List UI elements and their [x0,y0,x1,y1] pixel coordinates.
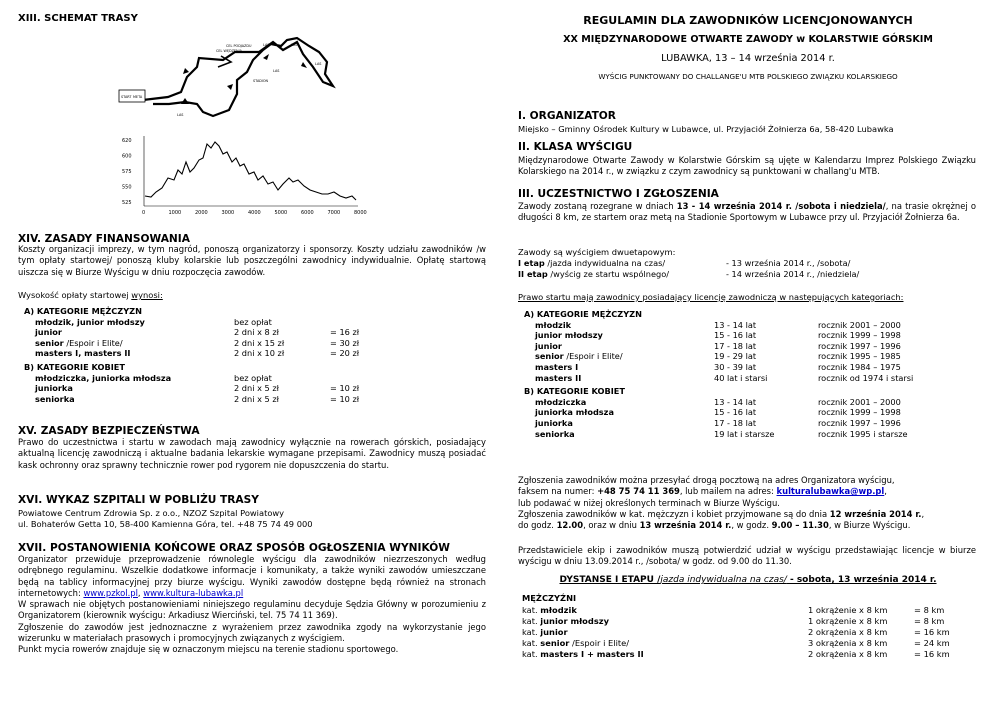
map-label: STADION [253,79,269,83]
map-label: META [133,95,143,99]
table-row: masters II 40 lat i starsi rocznik od 1974 i starsi [535,372,914,383]
section-17-title: XVII. POSTANOWIENIA KOŃCOWE ORAZ SPOSÓB OGŁOSZENIA WYNIKÓW [18,542,450,554]
table-row: kat. masters I + masters II 2 okrążenia x 8 km = 16 km [522,649,950,659]
fee-intro: Wysokość opłaty startowej wynosi: [18,290,163,300]
map-label: LAS [291,43,298,47]
profile-x-tick: 6000 [301,210,314,216]
table-row: młodzik, junior młodszy bez opłat [35,316,272,327]
categories-table [524,309,978,439]
route-map [113,22,373,122]
profile-x-tick: 4000 [248,210,261,216]
table-row: masters I, masters II 2 dni x 10 zł = 20 zł [35,348,360,359]
participation-text: Zawody zostaną rozegrane w dniach 13 - 14 września 2014 r. /sobota i niedziela/, na trasie okrężnej o długości 8 km, ze startem oraz metą na Stadionie Sportowym w Lubawce przy ul. Przyjaciół Żołnierza 6a. [518,201,976,223]
table-row: junior 2 dni x 8 zł = 16 zł [35,327,360,338]
link-pzkol[interactable]: www.pzkol.pl [83,587,138,598]
profile-y-tick: 550 [122,184,132,191]
map-label: LAS [273,69,280,73]
fee-table [24,306,424,404]
table-row: junior młodszy 15 - 16 lat rocznik 1999 – 1998 [535,330,901,341]
table-row: juniorka młodsza 15 - 16 lat rocznik 1999 – 1998 [535,407,901,418]
link-kultura-lubawka[interactable]: www.kultura-lubawka.pl [143,587,244,598]
table-row: senior /Espoir i Elite/ 19 - 29 lat rocznik 1995 – 1985 [535,351,901,362]
distances-table [522,605,978,660]
email-link[interactable]: kulturalubawka@wp.pl [776,486,885,497]
table-row: junior 17 - 18 lat rocznik 1997 – 1996 [535,340,901,351]
profile-x-tick: 1000 [168,210,182,216]
map-label: LAS [177,113,184,117]
section-14-text: Koszty organizacji imprezy, w tym nagród, ponoszą organizatorzy i sponsorzy. Koszty udziału zawodników /w tym opłaty startowej/ ponoszą kluby kolarskie lub poszczególni zawodnicy indywidualnie. Opłatę startową uiszcza się w Biurze Wyścigu w dniu rozpoczęcia zawodów. [18,244,486,277]
route-title: XIII. SCHEMAT TRASY [18,13,138,24]
categories-men-heading: A) KATEGORIE MĘŻCZYZN [524,309,642,319]
profile-y-tick: 600 [122,153,132,160]
section-17-text: Organizator przewiduje przeprowadzenie równolegle wyścigu dla zawodników niezrzeszonych według odrębnego regulaminu. Wszelkie dodatkowe informacje i komunikaty, a także wyniki zawodów umieszczane będą na tablicy informacyjnej przy biurze wyścigu. Wyniki zawodów dostępne będą również na stronach internetowych: www.pzkol.pl, www.kultura-lubawka.pl W sprawach nie objętych postanowieniami niniejszego regulaminu decyduje Sędzia Główny w porozumieniu z Organizatorem (kierownik wyścigu: Arkadiusz Wierciński, tel. 75 74 11 369). Zgłoszenie do zawodów jest jednoznaczne z wyrażeniem przez zawodnika zgody na wykorzystanie jego wizerunku w materiałach prasowych i promocyjnych związanych z wyścigiem. Punkt mycia rowerów znajduje się w oznaczonym miejscu na terenie stadionu sportowego. [18,554,486,655]
map-label: CEL PODJAZDU [226,44,252,48]
categories-women-heading: B) KATEGORIE KOBIET [524,386,625,397]
table-row: młodziczka, juniorka młodsza bez opłat [35,372,272,383]
section-1-title: I. ORGANIZATOR [518,110,616,122]
race-class-text: Międzynarodowe Otwarte Zawody w Kolarstwie Górskim są ujęte w Kalendarzu Imprez Polskiego Związku Kolarskiego na 2014 r., w związku z czym zawodnicy są punktowani w challang'u MTB. [518,155,976,177]
section-15-title: XV. ZASADY BEZPIECZEŃSTWA [18,425,200,437]
profile-x-tick: 8000 [354,210,367,216]
profile-x-tick: 3000 [221,210,235,216]
stages-list [518,258,978,279]
profile-x-tick: 7000 [327,210,341,216]
section-15-text: Prawo do uczestnictwa i startu w zawodach mają zawodnicy wyłącznie na rowerach górskich, posiadający aktualną licencję zawodniczą i aktualne badania lekarskie wymagane przepisami. Zawodnicy muszą posiadać kask ochronny oraz sprawny technicznie rower pod rygorem nie dopuszczenia do startu. [18,437,486,470]
map-label: CEL WĘDZENIA [216,49,242,53]
license-note: Prawo startu mają zawodnicy posiadający licencję zawodniczą w następujących kategoriach: [518,292,904,302]
section-3-title: III. UCZESTNICTWO I ZGŁOSZENIA [518,188,719,200]
profile-x-tick: 5000 [274,210,288,216]
section-16-title: XVI. WYKAZ SZPITALI W POBLIŻU TRASY [18,494,259,506]
two-stage-note: Zawody są wyścigiem dwuetapowym: [518,247,676,257]
profile-y-tick: 575 [122,169,132,175]
table-row: seniorka 19 lat i starsze rocznik 1995 i starsze [535,428,908,439]
list-item: I etap /jazda indywidualna na czas/ - 13 września 2014 r., /sobota/ [518,258,851,268]
profile-x-tick: 2000 [195,210,208,216]
fee-women-heading: B) KATEGORIE KOBIET [24,361,125,372]
profile-y-tick: 525 [122,200,132,206]
table-row: masters I 30 - 39 lat rocznik 1984 – 1975 [535,361,901,372]
hospital-name: Powiatowe Centrum Zdrowia Sp. z o.o., NZOZ Szpital Powiatowy [18,508,285,518]
hospital-address: ul. Bohaterów Getta 10, 58-400 Kamienna Góra, tel. +48 75 74 49 000 [18,519,313,529]
confirmation-text: Przedstawiciele ekip i zawodników muszą potwierdzić udział w wyścigu przedstawiając licencje w biurze wyścigu w dniu 13.09.2014 r., /sobota/ w godz. od 9.00 do 11.30. [518,545,976,567]
table-row: młodziczka 13 - 14 lat rocznik 2001 – 2000 [535,396,901,407]
table-row: kat. młodzik 1 okrążenie x 8 km = 8 km [522,605,945,615]
section-2-title: II. KLASA WYŚCIGU [518,141,633,153]
table-row: juniorka 2 dni x 5 zł = 10 zł [35,383,360,394]
registration-text: Zgłoszenia zawodników można przesyłać drogą pocztową na adres Organizatora wyścigu, faksem na numer: +48 75 74 11 369, lub mailem na adres: kulturalubawka@wp.pl, lub podawać w niżej określonych terminach w Biurze Wyścigu. Zgłoszenia zawodników w kat. mężczyzn i kobiet przyjmowane są do dnia 12 września 2014 r., do godz. 12.00, oraz w dniu 13 września 2014 r., w godz. 9.00 – 11.30, w Biurze Wyścigu. [518,475,925,531]
table-row: młodzik 13 - 14 lat rocznik 2001 – 2000 [535,319,901,330]
points-note: WYŚCIG PUNKTOWANY DO CHALLANGE'U MTB POLSKIEGO ZWIĄZKU KOLARSKIEGO [598,72,898,81]
distances-men-label: MĘŻCZYŹNI [522,593,577,603]
organizer-text: Miejsko – Gminny Ośrodek Kultury w Lubawce, ul. Przyjaciół Żołnierza 6a, 58-420 Lubawka [518,124,894,134]
map-label: LAS [263,43,270,47]
list-item: II etap /wyścig ze startu wspólnego/ - 14 września 2014 r., /niedziela/ [518,268,860,279]
profile-x-tick: 0 [142,210,146,216]
document-title: REGULAMIN DLA ZAWODNIKÓW LICENCJONOWANYCH [583,14,913,27]
table-row: seniorka 2 dni x 5 zł = 10 zł [35,393,360,404]
table-row: kat. senior /Espoir i Elite/ 3 okrążenia x 8 km = 24 km [522,638,950,648]
section-14-title: XIV. ZASADY FINANSOWANIA [18,233,190,245]
elevation-profile-chart [118,134,367,224]
table-row: senior /Espoir i Elite/ 2 dni x 15 zł = 30 zł [35,337,360,348]
fee-men-heading: A) KATEGORIE MĘŻCZYZN [24,306,142,316]
map-label: START [121,95,132,99]
distances-title: DYSTANSE I ETAPU /jazda indywidualna na czas/ - sobota, 13 września 2014 r. [559,575,937,585]
document-subtitle: XX MIĘDZYNARODOWE OTWARTE ZAWODY w KOLARSTWIE GÓRSKIM [563,34,933,45]
place-date: LUBAWKA, 13 – 14 września 2014 r. [661,53,835,64]
table-row: juniorka 17 - 18 lat rocznik 1997 – 1996 [535,417,901,428]
table-row: kat. junior 2 okrążenia x 8 km = 16 km [522,627,950,637]
table-row: kat. junior młodszy 1 okrążenie x 8 km = 8 km [522,616,945,626]
profile-y-tick: 620 [122,138,132,144]
map-label: LAS [315,62,322,66]
